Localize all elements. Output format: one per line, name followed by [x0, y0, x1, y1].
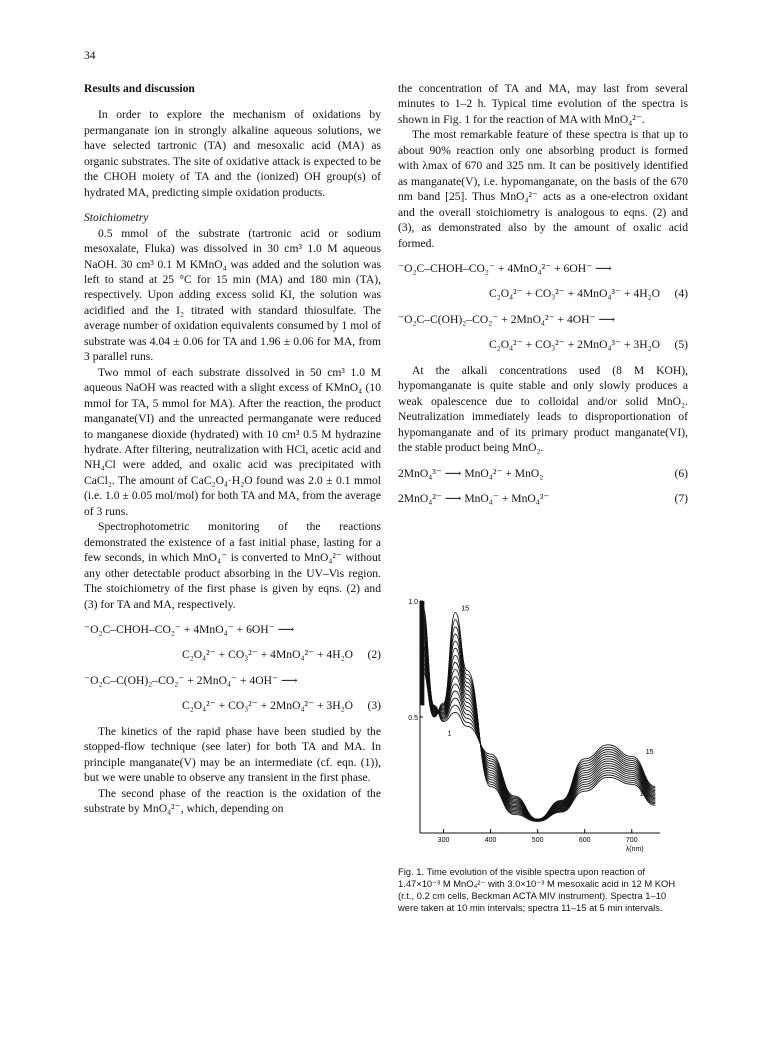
- y-tick-label: 0.5: [408, 715, 418, 722]
- section-heading: Results and discussion: [84, 82, 195, 95]
- curve-label-1-left: 1: [447, 730, 452, 738]
- kinetics-paragraph: The kinetics of the rapid phase have been studied by the stopped-flow technique (see later) for both TA and MA. In principle manganate(V) may be an intermediate (cf. eqn. (1)), but we were unable to observe any transient in the first phase.: [84, 724, 381, 785]
- equation-6-text: 2MnO₄³⁻ ⟶ MnO₄²⁻ + MnO₂: [398, 466, 544, 480]
- spectra-chart: [398, 595, 688, 863]
- x-tick-label: 600: [578, 837, 591, 844]
- curve-label-15-left: 15: [461, 605, 470, 613]
- equation-7-number: (7): [674, 491, 688, 505]
- equation-6: [398, 466, 688, 481]
- right-paragraph-2: The most remarkable feature of these spectra is that up to about 90% reaction only one absorbing product is formed with λmax of 670 and 325 nm. It can be positively identified as manganate(V), i.e. hypomanganate, on the basis of the 670 nm band [25]. Thus MnO₄²⁻ acts as a one-electron oxidant and the overall stoichiometry is analogous to eqns. (2) and (3), as demonstrated also by the amount of oxalic acid formed.: [398, 128, 688, 250]
- equation-5-products: [398, 337, 688, 352]
- equation-3-number: (3): [367, 699, 381, 713]
- stoichiometry-paragraph-1: 0.5 mmol of the substrate (tartronic acid or sodium mesoxalate, Fluka) was dissolved in 30 cm³ 1.0 M aqueous NaOH. 30 cm³ 0.1 M KMnO₄ was added and the solution was left to stand at 25 °C for 15 min (MA) and 180 min (TA), respectively. Upon adding excess solid KI, the solution was acidified and the I₂ titrated with standard thiosulfate. The average number of oxidation equivalents consumed by 1 mol of substrate was 4.04 ± 0.06 for TA and 1.96 ± 0.06 for MA, from 3 parallel runs.: [84, 226, 381, 364]
- spectrum-curve: [422, 634, 655, 821]
- x-tick-label: 400: [484, 837, 497, 844]
- spectrum-curve: [422, 643, 655, 821]
- equation-3-text: C₂O₄²⁻ + CO₃²⁻ + 2MnO₄²⁻ + 3H₂O: [181, 699, 353, 713]
- right-paragraph-3: At the alkali concentrations used (8 M KOH), hypomanganate is quite stable and only slowly produces a weak opalescence due to colloidal and/or solid MnO₂. Neutralization immediately leads to disproportionation of hypomanganate and of its primary product manganate(VI), the stable product being MnO₂.: [398, 363, 688, 455]
- curve-label-1-right: 1: [639, 790, 644, 798]
- x-axis-label: λ(nm): [625, 846, 644, 853]
- y-axis-label: A: [423, 645, 429, 655]
- equation-2-number: (2): [367, 648, 381, 662]
- spectrum-curve: [422, 647, 655, 820]
- equation-2-text: C₂O₄²⁻ + CO₃²⁻ + 4MnO₄²⁻ + 4H₂O: [181, 648, 353, 662]
- intro-paragraph: In order to explore the mechanism of oxidations by permanganate ion in strongly alkaline aqueous solutions, we have selected tartronic (TA) and mesoxalic acid (MA) as organic substrates. The site of oxidative attack is expected to be the CHOH moiety of TA and the (ionized) OH group(s) of hydrated MA, predicting simple oxidation products.: [84, 108, 381, 199]
- equation-2-reactants: ⁻O₂C–CHOH–CO₂⁻ + 4MnO₄⁻ + 6OH⁻ ⟶: [84, 622, 295, 636]
- equation-7-text: 2MnO₄²⁻ ⟶ MnO₄⁻ + MnO₄³⁻: [398, 491, 550, 505]
- subheading-stoichiometry: Stoichiometry: [84, 211, 149, 225]
- equation-4-products: [398, 286, 688, 301]
- spectra-curves: [420, 601, 655, 821]
- right-paragraph-1: the concentration of TA and MA, may last from several minutes to 1–2 h. Typical time evolution of the spectra is shown in Fig. 1 for the reaction of MA with MnO₄²⁻.: [398, 82, 688, 126]
- equation-5-reactants: ⁻O₂C–C(OH)₂–CO₂⁻ + 2MnO₄²⁻ + 4OH⁻ ⟶: [398, 312, 616, 326]
- spectrum-curve: [422, 624, 655, 820]
- spectrum-curve: [422, 610, 655, 819]
- spectrum-curve: [422, 627, 655, 821]
- equation-5-text: C₂O₄²⁻ + CO₃²⁻ + 2MnO₄³⁻ + 3H₂O: [488, 338, 660, 352]
- spectrum-curve: [422, 641, 655, 821]
- equation-2-products: [84, 647, 381, 662]
- right-column: [398, 81, 688, 506]
- spectrum-curve: [422, 615, 655, 820]
- spectrum-curve: [422, 638, 655, 820]
- x-tick-label: 500: [531, 837, 544, 844]
- stoichiometry-paragraph-2: Two mmol of each substrate dissolved in 50 cm³ 1.0 M aqueous NaOH was reacted with a slight excess of KMnO₄ (10 mmol for TA, 5 mmol for MA). After the reaction, the product manganate(VI) and the unreacted permanganate were reduced to manganese dioxide (hydrated) with 10 cm³ 0.5 M hydrazine hydrate. After filtering, neutralization with HCl, acetic acid and NH₄Cl were added, and oxalic acid was precipitated with CaCl₂. The amount of CaC₂O₄·H₂O found was 2.0 ± 0.1 mmol (i.e. 1.0 ± 0.05 mol/mol) for both TA and MA, from the average of 3 runs.: [84, 365, 381, 518]
- figure-caption: Fig. 1. Time evolution of the visible spectra upon reaction of 1.47×10⁻³ M MnO₄²⁻ with 3.0×10⁻³ M mesoxalic acid in 12 M KOH (r.t., 0.2 cm cells, Beckman ACTA MIV instrument). Spectra 1–10 were taken at 10 min intervals; spectra 11–15 at 5 min intervals.: [398, 866, 676, 914]
- x-tick-label: 700: [625, 837, 638, 844]
- equation-6-number: (6): [674, 466, 688, 480]
- x-tick-label: 300: [437, 837, 450, 844]
- left-column: [84, 81, 381, 816]
- equation-5-number: (5): [674, 338, 688, 352]
- y-tick-label: 1.0: [408, 599, 418, 606]
- equation-4-number: (4): [674, 287, 688, 301]
- page-number: 34: [84, 50, 96, 62]
- spectrum-curve: [422, 634, 655, 821]
- equation-4-reactants: ⁻O₂C–CHOH–CO₂⁻ + 4MnO₄²⁻ + 6OH⁻ ⟶: [398, 261, 612, 275]
- equation-4-text: C₂O₄²⁻ + CO₃²⁻ + 4MnO₄³⁻ + 4H₂O: [488, 287, 660, 301]
- second-phase-paragraph: The second phase of the reaction is the oxidation of the substrate by MnO₄²⁻, which, depending on: [84, 786, 381, 816]
- equation-3-products: [84, 698, 381, 713]
- figure-1: [398, 595, 688, 863]
- stoichiometry-paragraph-3: Spectrophotometric monitoring of the reactions demonstrated the existence of a fast initial phase, lasting for a few seconds, in which MnO₄⁻ is converted to MnO₄²⁻ without any other detectable product absorbing in the UV–Vis region. The stoichiometry of the first phase is given by eqns. (2) and (3) for TA and MA, respectively.: [84, 520, 381, 611]
- curve-label-15-right: 15: [645, 749, 654, 757]
- equation-3-reactants: ⁻O₂C–C(OH)₂–CO₂⁻ + 2MnO₄⁻ + 4OH⁻ ⟶: [84, 673, 298, 687]
- equation-7: [398, 491, 688, 506]
